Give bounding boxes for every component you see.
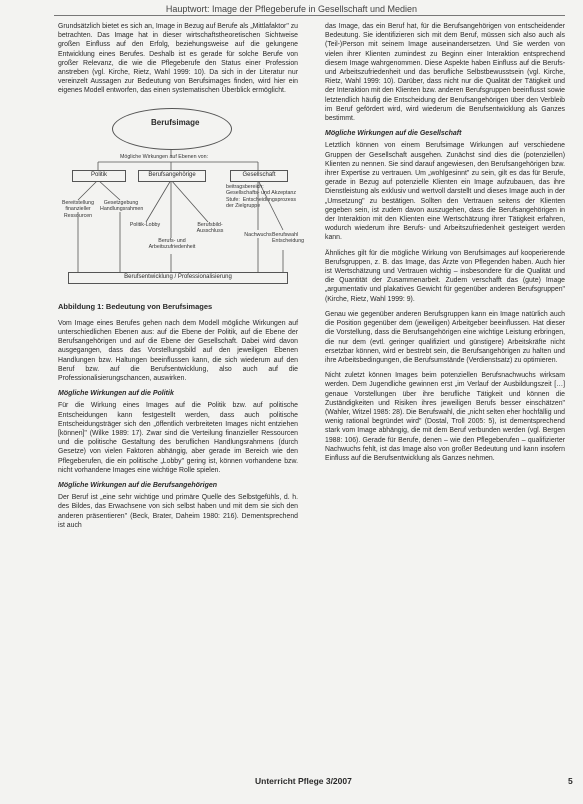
- left-paragraph-3: Für die Wirkung eines Images auf die Politik bzw. auf politische Entscheidungen kann festgestellt werden, dass auch politische Entscheidungsträger sich den „öffentlich verbreiteten Images nicht entziehen [können]" (Wilke 1989: 17). Zwar sind die Verteilung finanzieller Ressourcen und die politische Gestaltung des beruflichen Handlungsrahmens (durch Gesetze) von vielen Faktoren abhängig, aber gerade im Bereich wie den Pflegeberufen, die ein politische „Lobby" gering ist, können vorhandene bzw. nicht vorhandene Images eine wichtige Rolle spielen.: [58, 402, 298, 474]
- heading-berufsangehoerige: Mögliche Wirkungen auf die Berufsangehörigen: [58, 482, 218, 490]
- oval-label: Berufsimage: [151, 117, 200, 127]
- gesellschaft-note: beitragsbereich: Gesellschafts- und Akzeptanz Stufe: Entscheidungsprozess der Zielgruppe: [226, 183, 296, 210]
- right-paragraph-1: das Image, das ein Beruf hat, für die Berufsangehörigen von entscheidender Bedeutung. Sie identifizieren sich mit dem Beruf, müssen sich also auch als (Teil-)Person mit seinem Image auseinandersetzen. Und Sie werden von vielen ihrer Klienten zumindest zu Beginn einer Interaktion entsprechend diesem Image wahrgenommen. Diese Aspekte haben Einfluss auf die Berufs- und Arbeitszufriedenheit und das berufliche Selbstbewusstsein (vgl. Kirche, Rietz, Wahl 1999: 10). Darüber, dass nicht nur die Qualität der Tätigkeit und der Interaktion mit den Klienten bzw. anderen Berufsgruppen beeinflusst sowie letztendlich häufig die Entscheidung der Berufsangehörigen über den Verbleib im Beruf gefördert wird, wird wiederum die Berufsentwicklung als Ganzes bestimmt.: [325, 23, 565, 123]
- right-column: [325, 22, 565, 469]
- right-paragraph-4: Genau wie gegenüber anderen Berufsgruppen kann ein Image natürlich auch die Position gegenüber dem (jeweiligen) Arbeitgeber beeinflussen. Hat dieser die Vorstellung, dass die Berufsangehörigen eine wichtige Leistung erbringen, die nur dem (evtl. geringer qualifiziert und günstigere) Arbeitskräfte nicht ersetzbar können, wird er bestrebt sein, die Berufsangehörigen zu halten und ihre Arbeitsbedingungen, die Berufsumstände (Verdienstsatz) zu optimieren.: [325, 310, 565, 364]
- heading-gesellschaft: Mögliche Wirkungen auf die Gesellschaft: [325, 130, 462, 138]
- figure-subtitle: Mögliche Wirkungen auf Ebenen von:: [120, 153, 209, 160]
- label-nachwuchs: Nachwuchs: [244, 231, 272, 238]
- box-gesellschaft: Gesellschaft: [230, 170, 288, 182]
- page-header: Hauptwort: Image der Pflegeberufe in Gesellschaft und Medien: [165, 4, 418, 14]
- label-zufriedenheit: Berufs- und Arbeitszufriedenheit: [148, 237, 196, 251]
- footer-journal: Unterricht Pflege 3/2007: [255, 776, 352, 786]
- figure-berufsimage: [58, 104, 305, 296]
- label-berufsbild: Berufsbild-Ausschluss: [196, 221, 224, 235]
- left-column: [58, 22, 305, 536]
- left-paragraph-4: Der Beruf ist „eine sehr wichtige und primäre Quelle des Selbstgefühls, d. h. des Bildes, das Erwachsene von sich selbst haben und mit dem sie sich den anderen präsentieren" (Beck, Brater, Daheim 1980: 216). Dementsprechend ist auch: [58, 494, 298, 529]
- heading-politik: Mögliche Wirkungen auf die Politik: [58, 390, 174, 398]
- label-finanzen: Bereitstellung finanzieller Ressourcen: [61, 199, 95, 219]
- box-berufsentwicklung: Berufsentwicklung / Professionalisierung: [68, 272, 288, 284]
- label-berufswahl: Berufswahl Entscheidung: [272, 231, 305, 245]
- right-paragraph-3: Ähnliches gilt für die mögliche Wirkung von Berufsimages auf kooperierende Berufsgruppen, z. B. das Image, das Ärzte von Pflegenden haben. Auch hier ist Wertschätzung und Vertrauen wichtig – insbesondere für die Qualität und die Quantität der Zusammenarbeit. Zudem verschafft das (gute) Image „argumentativ und plakatives Gewicht für gegenüber anderen Berufsgruppen" (Kirche, Rietz, Wahl 1999: 9).: [325, 249, 565, 303]
- figure-caption: Abbildung 1: Bedeutung von Berufsimages: [58, 301, 213, 311]
- page-number: 5: [568, 776, 573, 786]
- header-rule: [54, 15, 565, 16]
- box-berufsangehoerige: Berufsangehörige: [138, 170, 206, 182]
- left-paragraph-2: Vom Image eines Berufes gehen nach dem Modell mögliche Wirkungen auf unterschiedlichen Ebenen aus: auf die Ebene der Politik, auf die Ebene der Berufsangehörigen und auf die Ebene der Gesellschaft. Dabei wird davon ausgegangen, dass das Vorstellungsbild auf den jeweiligen Ebenen Handlungen bzw. Haltungen beeinflussen kann, die sich wiederum auf den Beruf bzw. auf die Berufsentwicklung, also auch auf die Professionalisierungschancen, auswirken.: [58, 319, 298, 383]
- left-paragraph-1: Grundsätzlich bietet es sich an, Image in Bezug auf Berufe als „Mittlafaktor" zu betrachten. Das Image hat in dieser wirtschaftstheoretischen Sichtweise großen Einfluss auf den Erfolg, beziehungsweise auf die gelungene Entwicklung eines Berufes. Deshalb ist es gerade für solche Berufe von großer Relevanz, die wie die Pflegeberufe den Status einer Profession anstreben (vgl. Kirche, Rietz, Wahl 1999: 10). Da sich in der Literatur nur vereinzelt Aussagen zur Bedeutung von Berufsimages finden, wird hier ein eigenes Modell entworfen, das einen systematischen Überblick ermöglicht.: [58, 23, 298, 95]
- box-politik: Politik: [72, 170, 126, 182]
- label-lobby: Politik-Lobby: [129, 221, 161, 228]
- berufsimage-oval: [112, 108, 232, 150]
- right-paragraph-5: Nicht zuletzt können Images beim potenziellen Berufsnachwuchs wirksam werden. Dem Jugendliche gewinnen erst „im Verlauf der Ausbildungszeit […] genaue Vorstellungen über ihre berufliche Tätigkeit und können die Zuständigkeiten und Risiken ihres jeweiligen Berufs besser einschätzen" (Wahler, Witzel 1985: 28). Die Berufswahl, die „nicht selten eher hochfällig und wenig rational begründet wird" (Dostal, Troll 2005: 5), ist dementsprechend stark vom Image abhängig, die mit dem Beruf verbunden werden (vgl. Bergen 1988: 106). Gerade für Berufe, denen – wie den Pflegeberufen – qualifizierter Nachwuchs fehlt, ist das Image also von großer Bedeutung und kann insofern Einfluss auf die Berufsentwicklung als Ganzes nehmen.: [325, 372, 565, 462]
- label-gesetzgebung: Gesetzgebung Handlungsrahmen: [100, 199, 144, 213]
- right-paragraph-2: Letztlich können von einem Berufsimage Wirkungen auf verschiedene Gruppen der Gesellschaft ausgehen. Zunächst sind dies die (potenziellen) Klienten zu nennen. Sie sind darauf angewiesen, den Berufsangehörigen bzw. ihrer Expertise zu vertrauen. Um „wohlgesinnt" zu sein, gilt es das für Berufe, gerade in Bezug auf potenzielle Klienten ein Image aufzubauen, das ihre Dienstleistung als exklusiv und wertvoll darstellt und dieses Image auch in der „Umsetzung" zu bestätigen. Sollten den Vertrauen seitens der Klienten gegeben sein, ist zudem davon auszugehen, dass die Berufsangehörigen in der Interaktion mit den Klienten eine Wertschätzung ihrer Tätigkeit erfahren, wodurch wiederum ihre Berufs- und Arbeitszufriedenheit gesteigert werden kann.: [325, 142, 565, 242]
